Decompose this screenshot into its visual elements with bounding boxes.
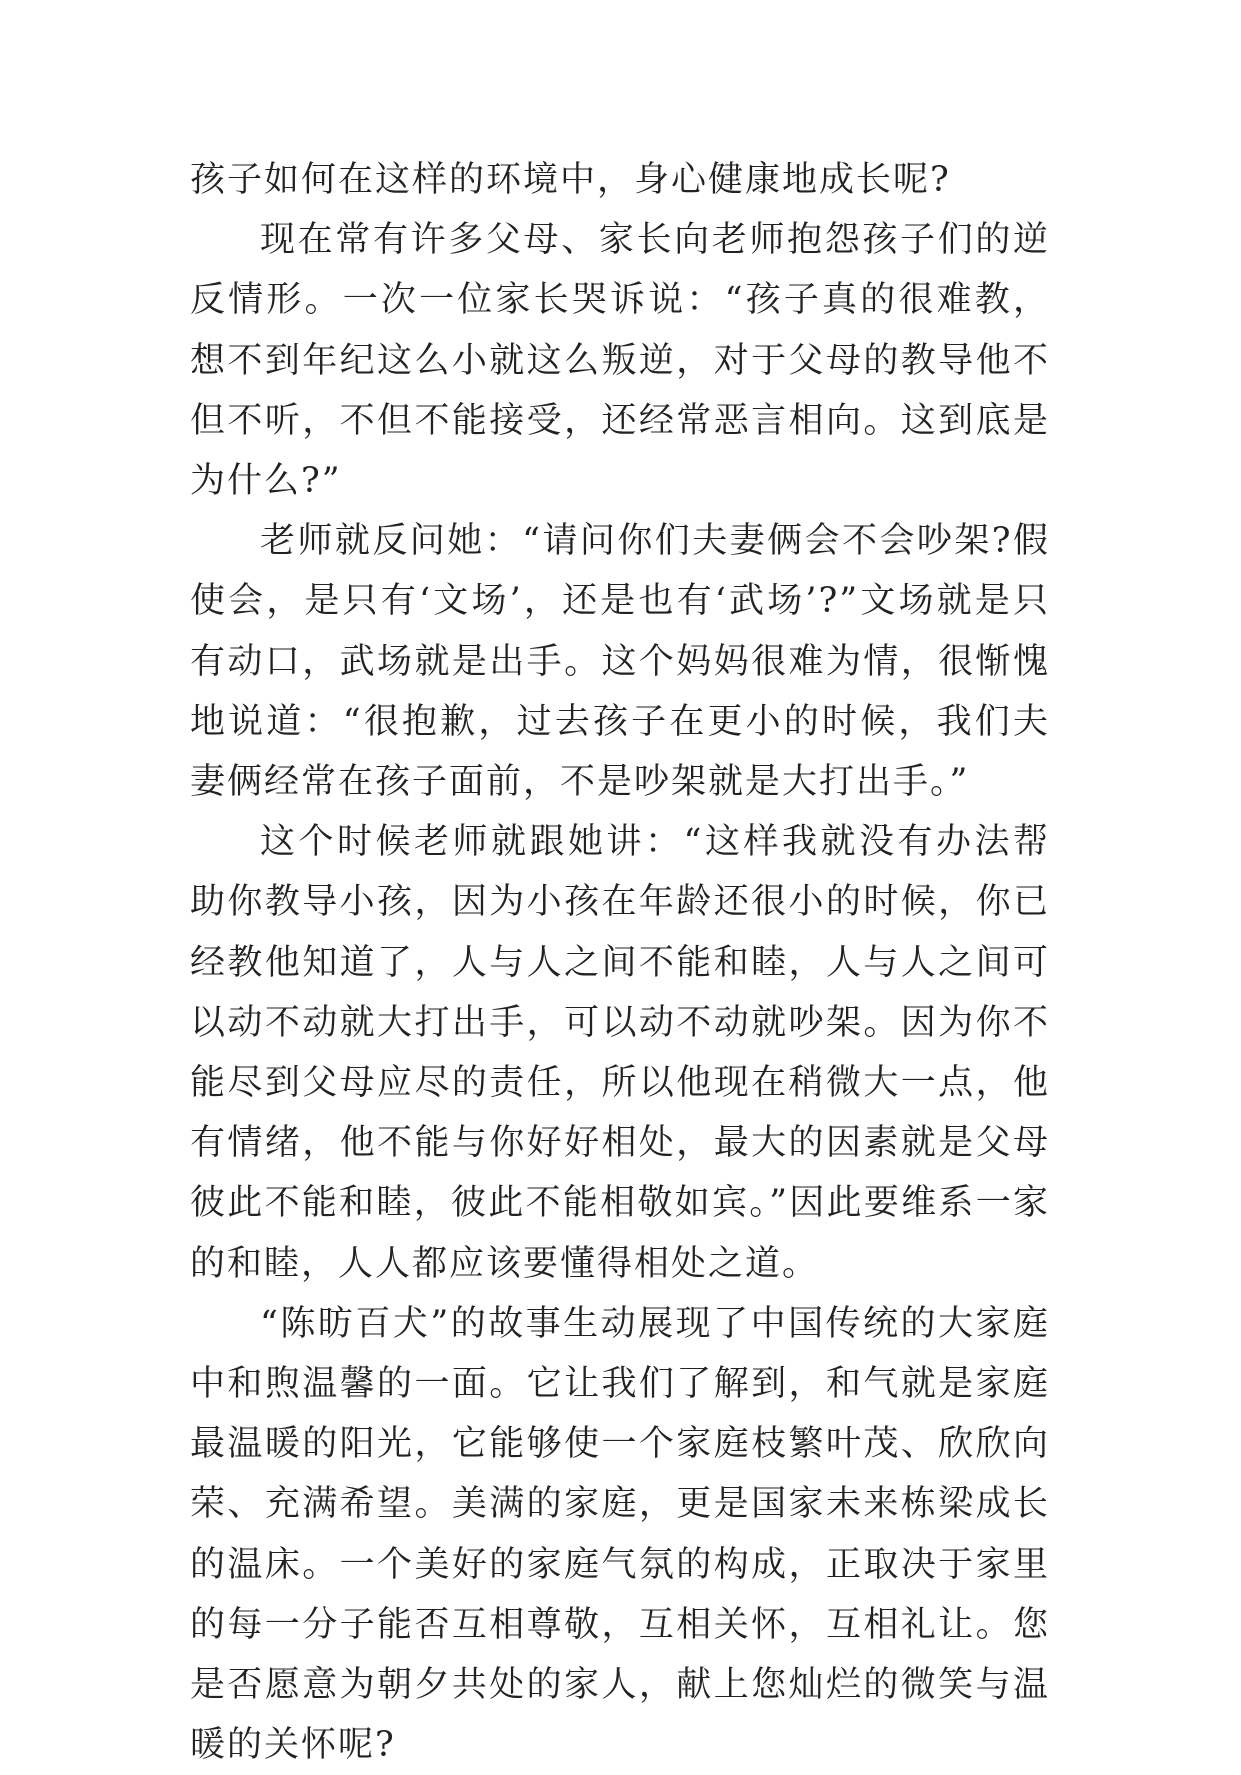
document-body [190, 150, 1050, 1775]
paragraph-4: 这个时候老师就跟她讲：“这样我就没有办法帮助你教导小孩，因为小孩在年龄还很小的时候，你已经教他知道了，人与人之间不能和睦，人与人之间可以动不动就大打出手，可以动不动就吵架。因为你不能尽到父母应尽的责任，所以他现在稍微大一点，他有情绪，他不能与你好好相处，最大的因素就是父母彼此不能和睦，彼此不能相敬如宾。”因此要维系一家的和睦，人人都应该要懂得相处之道。 [190, 822, 1050, 1284]
paragraph-2: 现在常有许多父母、家长向老师抱怨孩子们的逆反情形。一次一位家长哭诉说：“孩子真的很难教，想不到年纪这么小就这么叛逆，对于父母的教导他不但不听，不但不能接受，还经常恶言相向。这到底是为什么?” [190, 220, 1050, 502]
paragraph-5: “陈昉百犬”的故事生动展现了中国传统的大家庭中和煦温馨的一面。它让我们了解到，和气就是家庭最温暖的阳光，它能够使一个家庭枝繁叶茂、欣欣向荣、充满希望。美满的家庭，更是国家未来栋梁成长的温床。一个美好的家庭气氛的构成，正取决于家里的每一分子能否互相尊敬，互相关怀，互相礼让。您是否愿意为朝夕共处的家人，献上您灿烂的微笑与温暖的关怀呢? [190, 1303, 1050, 1766]
paragraph-1: 孩子如何在这样的环境中，身心健康地成长呢? [190, 160, 951, 200]
paragraph-3: 老师就反问她：“请问你们夫妻俩会不会吵架?假使会，是只有‘文场’，还是也有‘武场’?”文场就是只有动口，武场就是出手。这个妈妈很难为情，很惭愧地说道：“很抱歉，过去孩子在更小的时候，我们夫妻俩经常在孩子面前，不是吵架就是大打出手。” [190, 521, 1050, 803]
